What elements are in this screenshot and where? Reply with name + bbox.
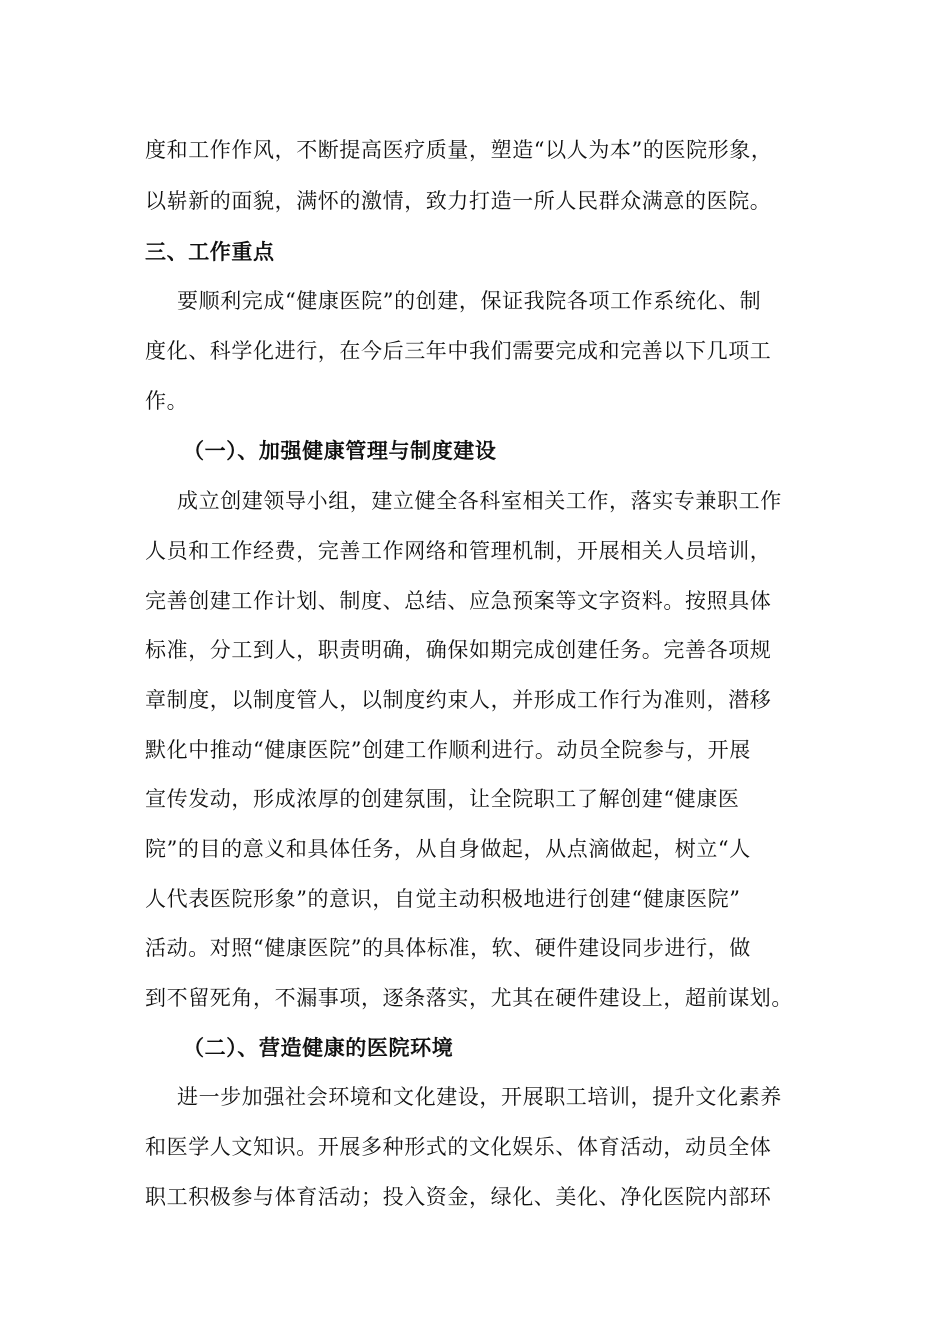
- paragraph-line: 完善创建工作计划、制度、总结、应急预案等文字资料。按照具体: [145, 589, 772, 613]
- paragraph-line: 要顺利完成“健康医院”的创建，保证我院各项工作系统化、制: [177, 289, 762, 313]
- paragraph-line: 标准，分工到人，职责明确，确保如期完成创建任务。完善各项规: [145, 638, 772, 662]
- subsection-heading: （一）、加强健康管理与制度建设: [183, 438, 497, 463]
- paragraph-line: 宣传发动，形成浓厚的创建氛围，让全院职工了解创建“健康医: [145, 787, 740, 811]
- paragraph-line: 到不留死角，不漏事项，逐条落实，尤其在硬件建设上，超前谋划。: [145, 986, 793, 1010]
- section-heading: 三、工作重点: [145, 239, 275, 264]
- paragraph-line: 以崭新的面貌，满怀的激情，致力打造一所人民群众满意的医院。: [145, 189, 772, 213]
- paragraph-line: 度化、科学化进行，在今后三年中我们需要完成和完善以下几项工: [145, 339, 772, 363]
- paragraph-line: 人员和工作经费，完善工作网络和管理机制，开展相关人员培训，: [145, 539, 772, 563]
- paragraph-line: 作。: [145, 389, 189, 413]
- subsection-heading: （二）、营造健康的医院环境: [183, 1035, 454, 1060]
- paragraph-line: 进一步加强社会环境和文化建设，开展职工培训，提升文化素养: [177, 1085, 782, 1109]
- paragraph-line: 活动。对照“健康医院”的具体标准，软、硬件建设同步进行，做: [145, 936, 751, 960]
- paragraph-line: 章制度，以制度管人，以制度约束人，并形成工作行为准则，潜移: [145, 688, 772, 712]
- paragraph-line: 人代表医院形象”的意识，自觉主动积极地进行创建“健康医院”: [145, 887, 741, 911]
- paragraph-line: 职工积极参与体育活动；投入资金，绿化、美化、净化医院内部环: [145, 1185, 772, 1209]
- paragraph-line: 院”的目的意义和具体任务，从自身做起，从点滴做起，树立“人: [145, 837, 751, 861]
- paragraph-line: 成立创建领导小组，建立健全各科室相关工作，落实专兼职工作: [177, 489, 782, 513]
- paragraph-line: 默化中推动“健康医院”创建工作顺利进行。动员全院参与，开展: [145, 738, 751, 762]
- paragraph-line: 和医学人文知识。开展多种形式的文化娱乐、体育活动，动员全体: [145, 1135, 772, 1159]
- paragraph-line: 度和工作作风，不断提高医疗质量，塑造“以人为本”的医院形象，: [145, 138, 773, 162]
